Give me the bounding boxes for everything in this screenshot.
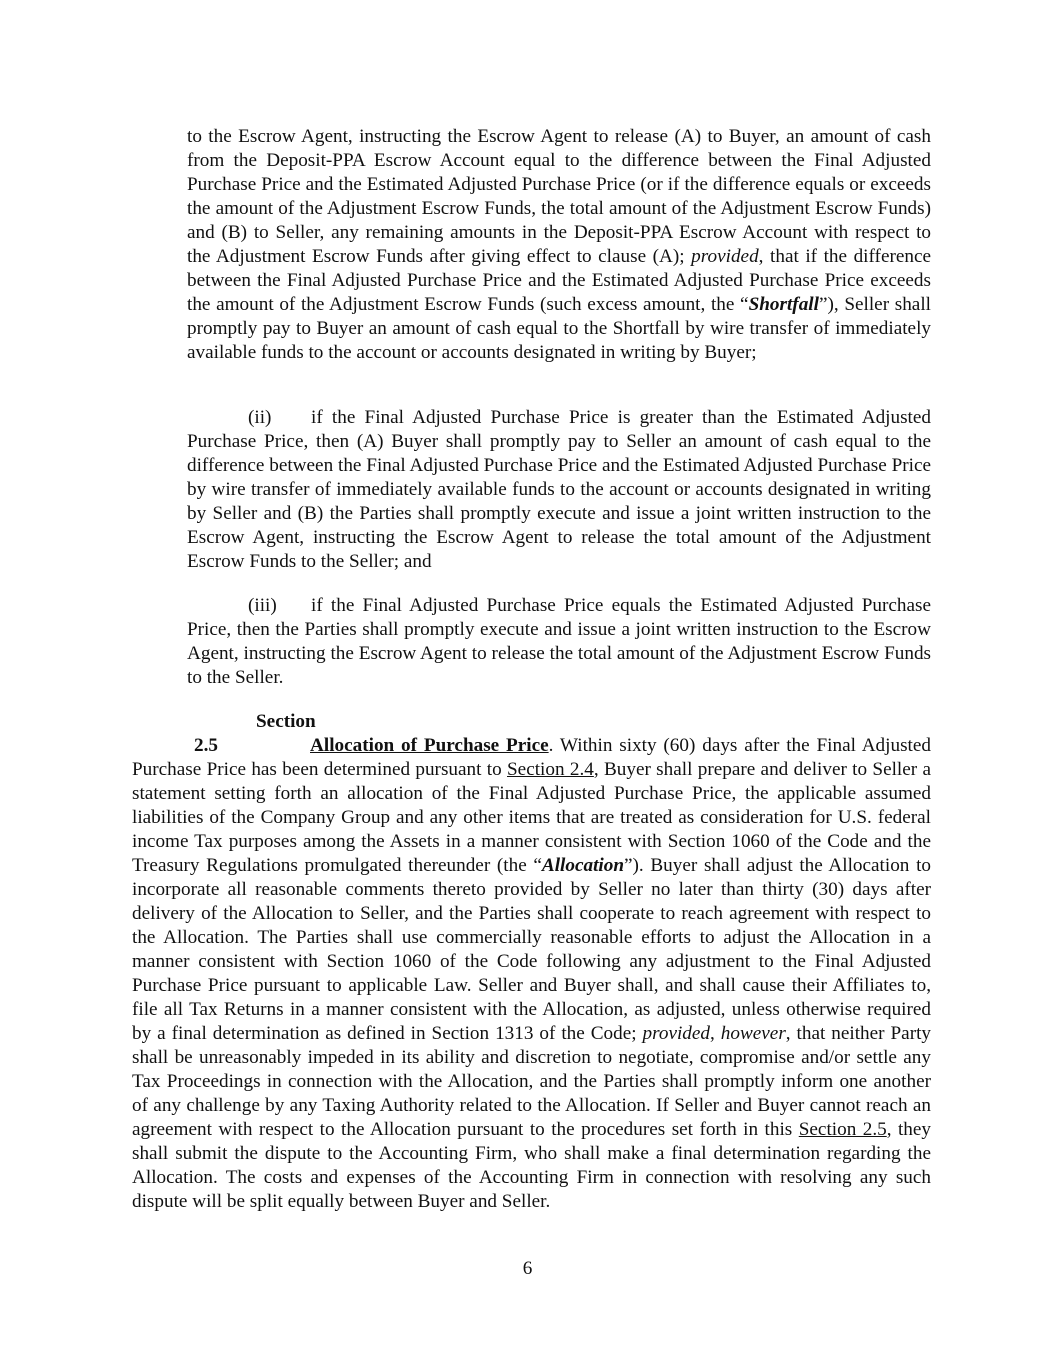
section-2-4-reference: Section 2.4: [507, 759, 594, 780]
provided-term: provided: [642, 1023, 711, 1044]
clause-ii-label: (ii): [248, 407, 272, 428]
paragraph-clause-ii: [187, 406, 931, 574]
section-text-2: , Buyer shall prepare and deliver to Seller a statement setting forth an allocation of the Final Adjusted Purchase Price, the applicable assumed liabilities of the Company Group and any other items that are treated as consideration for U.S. federal income Tax purposes among the Assets in a manner consistent with Section 1060 of the Code and the Treasury Regulations promulgated thereunder (the “: [132, 759, 931, 876]
clause-ii-text: if the Final Adjusted Purchase Price is greater than the Estimated Adjusted Purchase Price, then (A) Buyer shall promptly pay to Seller an amount of cash equal to the difference between the Final Adjusted Purchase Price and the Estimated Adjusted Purchase Price by wire transfer of immediately available funds to the account or accounts designated in writing by Seller and (B) the Parties shall promptly execute and issue a joint written instruction to the Escrow Agent, instructing the Escrow Agent to release the total amount of the Adjustment Escrow Funds to the Seller; and: [187, 407, 931, 572]
para1-text-3: ”), Seller shall promptly pay to Buyer an amount of cash equal to the Shortfall by wire transfer of immediately available funds to the account or accounts designated in writing by Buyer;: [187, 294, 931, 363]
section-2-5-paragraph: [132, 710, 931, 1214]
para1-text-2: , that if the difference between the Final Adjusted Purchase Price and the Estimated Adjusted Purchase Price exceeds the amount of the Adjustment Escrow Funds (such excess amount, the “: [187, 246, 931, 315]
clause-iii-text: if the Final Adjusted Purchase Price equals the Estimated Adjusted Purchase Price, then the Parties shall promptly execute and issue a joint written instruction to the Escrow Agent, instructing the Escrow Agent to release the total amount of the Adjustment Escrow Funds to the Seller.: [187, 595, 931, 688]
section-number: Section 2.5: [194, 711, 316, 756]
paragraph-continuation: [187, 125, 931, 365]
clause-iii-label: (iii): [248, 595, 277, 616]
section-text-1: . Within sixty (60) days after the Final Adjusted Purchase Price has been determined pursuant to: [132, 735, 931, 780]
section-2-5-reference: Section 2.5: [798, 1119, 887, 1140]
section-text-5: , they shall submit the dispute to the Accounting Firm, who shall make a final determination regarding the Allocation. The costs and expenses of the Accounting Firm in connection with resolving any such dispute will be split equally between Buyer and Seller.: [132, 1119, 931, 1212]
however-term: however: [720, 1023, 786, 1044]
section-title: Allocation of Purchase Price: [310, 735, 549, 756]
section-text-3: ”). Buyer shall adjust the Allocation to incorporate all reasonable comments thereto provided by Seller no later than thirty (30) days after delivery of the Allocation to Seller, and the Parties shall cooperate to reach agreement with respect to the Allocation. The Parties shall use commercially reasonable efforts to adjust the Allocation in a manner consistent with Section 1060 of the Code following any adjustment to the Final Adjusted Purchase Price pursuant to applicable Law. Seller and Buyer shall, and shall cause their Affiliates to, file all Tax Returns in a manner consistent with the Allocation, as adjusted, unless otherwise required by a final determination as defined in Section 1313 of the Code;: [132, 855, 931, 1044]
section-text-4: , that neither Party shall be unreasonably impeded in its ability and discretion to negotiate, compromise and/or settle any Tax Proceedings in connection with the Allocation, and the Parties shall promptly inform one another of any challenge by any Taxing Authority related to the Allocation. If Seller and Buyer cannot reach an agreement with respect to the Allocation pursuant to the procedures set forth in this: [132, 1023, 932, 1140]
page-number: 6: [522, 1258, 533, 1279]
allocation-defined-term: Allocation: [541, 855, 624, 876]
provided-term: provided: [691, 246, 759, 267]
paragraph-clause-iii: [187, 594, 931, 690]
shortfall-defined-term: Shortfall: [748, 294, 819, 315]
para1-text-1: to the Escrow Agent, instructing the Escrow Agent to release (A) to Buyer, an amount of cash from the Deposit-PPA Escrow Account equal to the difference between the Final Adjusted Purchase Price and the Estimated Adjusted Purchase Price (or if the difference equals or exceeds the amount of the Adjustment Escrow Funds, the total amount of the Adjustment Escrow Funds) and (B) to Seller, any remaining amounts in the Deposit-PPA Escrow Account with respect to the Adjustment Escrow Funds after giving effect to clause (A);: [187, 126, 931, 267]
section-comma: ,: [710, 1023, 721, 1044]
